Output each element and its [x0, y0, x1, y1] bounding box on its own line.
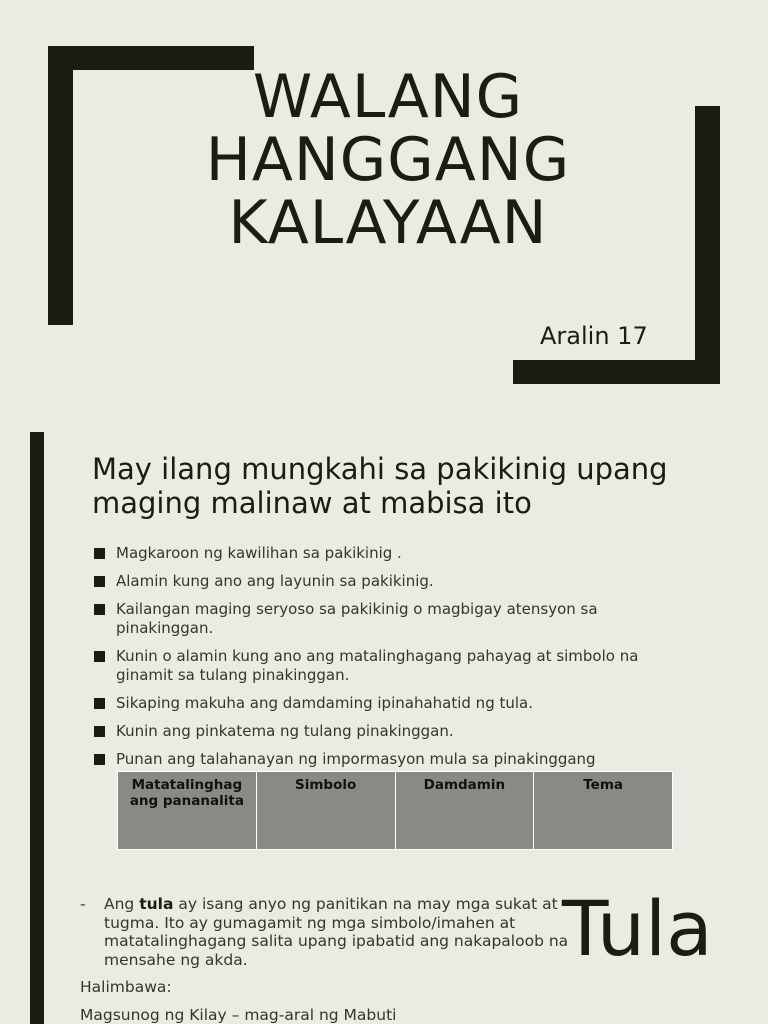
title-slide	[0, 0, 768, 432]
dash-bullet: -	[80, 895, 86, 913]
tips-slide	[0, 432, 768, 865]
bullet-item: Punan ang talahanayan ng impormasyon mula sa pinakinggang	[92, 750, 692, 769]
title-line-3: KALAYAAN	[228, 188, 548, 258]
bullet-item: Kunin ang pinkatema ng tulang pinakinggan.	[92, 722, 692, 741]
example-label: Halimbawa:	[80, 978, 172, 996]
bullet-list	[92, 544, 692, 778]
square-bullet-icon	[94, 698, 105, 709]
title-line-2: HANGGANG	[205, 125, 571, 195]
table-header-tema: Tema	[534, 772, 673, 850]
bullet-item: Sikaping makuha ang damdaming ipinahahatid ng tula.	[92, 694, 692, 713]
title-line-1: WALANG	[252, 62, 524, 132]
big-title-word: Tula	[562, 884, 713, 973]
table-header-simbolo: Simbolo	[256, 772, 395, 850]
left-accent-bar	[30, 865, 44, 1024]
info-table	[117, 771, 673, 850]
bullet-item: Magkaroon ng kawilihan sa pakikinig .	[92, 544, 692, 563]
bullet-item: Alamin kung ano ang layunin sa pakikinig.	[92, 572, 692, 591]
slide-heading: May ilang mungkahi sa pakikinig upang maging malinaw at mabisa ito	[92, 452, 668, 520]
square-bullet-icon	[94, 651, 105, 662]
bullet-item: Kunin o alamin kung ano ang matalinghagang pahayag at simbolo na ginamit sa tulang pinakinggan.	[92, 647, 692, 685]
table-header-matalinghagang-pananalita: Matatalinghag ang pananalita	[118, 772, 257, 850]
square-bullet-icon	[94, 548, 105, 559]
bullet-item: Kailangan maging seryoso sa pakikinig o magbigay atensyon sa pinakinggan.	[92, 600, 692, 638]
example-text: Magsunog ng Kilay – mag-aral ng Mabuti	[80, 1006, 397, 1024]
table-header-damdamin: Damdamin	[395, 772, 534, 850]
square-bullet-icon	[94, 754, 105, 765]
square-bullet-icon	[94, 576, 105, 587]
left-accent-bar	[30, 432, 44, 865]
subtitle: Aralin 17	[540, 322, 648, 350]
square-bullet-icon	[94, 604, 105, 615]
tula-slide	[0, 865, 768, 1024]
corner-bracket-bottom-right-horizontal	[513, 360, 720, 384]
bold-term: tula	[139, 895, 174, 913]
square-bullet-icon	[94, 726, 105, 737]
definition-paragraph: - Ang tula ay isang anyo ng panitikan na may mga sukat at tugma. Ito ay gumagamit ng mga simbolo/imahen at matatalinghagang salita upang ipabatid ang nakapaloob na mensahe ng akda.	[80, 895, 569, 969]
